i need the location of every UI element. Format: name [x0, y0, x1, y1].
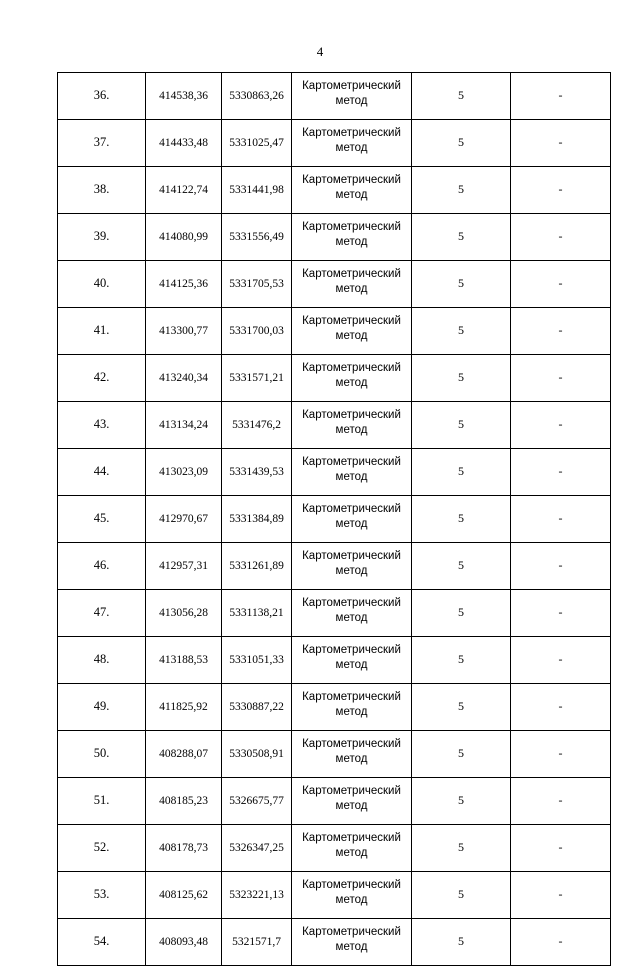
- point-number-cell: 45.: [58, 496, 146, 543]
- point-number-cell: 49.: [58, 684, 146, 731]
- point-number-cell: 37.: [58, 120, 146, 167]
- method-cell: [292, 637, 412, 684]
- point-number-cell: 53.: [58, 872, 146, 919]
- accuracy-cell: 5: [412, 449, 511, 496]
- table-row: [58, 402, 611, 449]
- method-line-2: метод: [335, 705, 368, 718]
- note-cell: -: [511, 496, 611, 543]
- method-line-2: метод: [335, 94, 368, 107]
- page-number: 4: [316, 44, 324, 59]
- x-coordinate-cell: 408093,48: [146, 919, 222, 966]
- x-coordinate-cell: 408125,62: [146, 872, 222, 919]
- x-coordinate-cell: 414125,36: [146, 261, 222, 308]
- table-row: [58, 355, 611, 402]
- x-coordinate-cell: 413188,53: [146, 637, 222, 684]
- point-number-cell: 39.: [58, 214, 146, 261]
- y-coordinate-cell: 5331705,53: [222, 261, 292, 308]
- method-line-2: метод: [335, 188, 368, 201]
- method-cell: [292, 214, 412, 261]
- accuracy-cell: 5: [412, 919, 511, 966]
- note-cell: -: [511, 825, 611, 872]
- note-cell: -: [511, 449, 611, 496]
- note-cell: -: [511, 167, 611, 214]
- x-coordinate-cell: 412970,67: [146, 496, 222, 543]
- method-line-1: Картометрический: [302, 503, 401, 515]
- method-cell: [292, 73, 412, 120]
- method-line-2: метод: [335, 282, 368, 295]
- y-coordinate-cell: 5331571,21: [222, 355, 292, 402]
- note-cell: -: [511, 590, 611, 637]
- method-cell: [292, 120, 412, 167]
- method-line-1: Картометрический: [302, 456, 401, 468]
- table-row: [58, 825, 611, 872]
- point-number-cell: 50.: [58, 731, 146, 778]
- coordinates-table: [57, 72, 611, 966]
- y-coordinate-cell: 5331556,49: [222, 214, 292, 261]
- y-coordinate-cell: 5326675,77: [222, 778, 292, 825]
- point-number-cell: 42.: [58, 355, 146, 402]
- table-row: [58, 308, 611, 355]
- point-number-cell: 54.: [58, 919, 146, 966]
- note-cell: -: [511, 261, 611, 308]
- y-coordinate-cell: 5331439,53: [222, 449, 292, 496]
- method-line-1: Картометрический: [302, 127, 401, 139]
- table-row: [58, 590, 611, 637]
- table-row: [58, 684, 611, 731]
- table-row: [58, 919, 611, 966]
- y-coordinate-cell: 5331441,98: [222, 167, 292, 214]
- accuracy-cell: 5: [412, 731, 511, 778]
- table-row: [58, 496, 611, 543]
- coordinates-table-body: [58, 73, 611, 966]
- y-coordinate-cell: 5331051,33: [222, 637, 292, 684]
- y-coordinate-cell: 5321571,7: [222, 919, 292, 966]
- accuracy-cell: 5: [412, 402, 511, 449]
- method-line-2: метод: [335, 564, 368, 577]
- table-row: [58, 637, 611, 684]
- method-cell: [292, 872, 412, 919]
- x-coordinate-cell: 413056,28: [146, 590, 222, 637]
- point-number-cell: 43.: [58, 402, 146, 449]
- x-coordinate-cell: 413134,24: [146, 402, 222, 449]
- point-number-cell: 47.: [58, 590, 146, 637]
- method-line-1: Картометрический: [302, 362, 401, 374]
- note-cell: -: [511, 308, 611, 355]
- y-coordinate-cell: 5331261,89: [222, 543, 292, 590]
- method-cell: [292, 731, 412, 778]
- note-cell: -: [511, 543, 611, 590]
- method-cell: [292, 778, 412, 825]
- method-line-2: метод: [335, 376, 368, 389]
- method-cell: [292, 496, 412, 543]
- method-line-1: Картометрический: [302, 550, 401, 562]
- table-row: [58, 167, 611, 214]
- note-cell: -: [511, 684, 611, 731]
- method-line-1: Картометрический: [302, 409, 401, 421]
- y-coordinate-cell: 5331138,21: [222, 590, 292, 637]
- method-cell: [292, 684, 412, 731]
- note-cell: -: [511, 402, 611, 449]
- note-cell: -: [511, 73, 611, 120]
- method-cell: [292, 355, 412, 402]
- method-line-2: метод: [335, 893, 368, 906]
- point-number-cell: 52.: [58, 825, 146, 872]
- y-coordinate-cell: 5331476,2: [222, 402, 292, 449]
- method-line-1: Картометрический: [302, 268, 401, 280]
- x-coordinate-cell: 414122,74: [146, 167, 222, 214]
- x-coordinate-cell: 411825,92: [146, 684, 222, 731]
- table-row: [58, 261, 611, 308]
- method-line-2: метод: [335, 423, 368, 436]
- point-number-cell: 48.: [58, 637, 146, 684]
- x-coordinate-cell: 408288,07: [146, 731, 222, 778]
- x-coordinate-cell: 414433,48: [146, 120, 222, 167]
- table-row: [58, 872, 611, 919]
- note-cell: -: [511, 731, 611, 778]
- method-line-1: Картометрический: [302, 644, 401, 656]
- note-cell: -: [511, 355, 611, 402]
- table-row: [58, 778, 611, 825]
- method-line-1: Картометрический: [302, 832, 401, 844]
- method-line-2: метод: [335, 846, 368, 859]
- method-line-2: метод: [335, 470, 368, 483]
- method-line-1: Картометрический: [302, 926, 401, 938]
- x-coordinate-cell: 414538,36: [146, 73, 222, 120]
- x-coordinate-cell: 413240,34: [146, 355, 222, 402]
- method-line-2: метод: [335, 517, 368, 530]
- accuracy-cell: 5: [412, 684, 511, 731]
- x-coordinate-cell: 414080,99: [146, 214, 222, 261]
- accuracy-cell: 5: [412, 214, 511, 261]
- method-cell: [292, 825, 412, 872]
- point-number-cell: 51.: [58, 778, 146, 825]
- method-line-1: Картометрический: [302, 597, 401, 609]
- accuracy-cell: 5: [412, 496, 511, 543]
- accuracy-cell: 5: [412, 590, 511, 637]
- accuracy-cell: 5: [412, 120, 511, 167]
- y-coordinate-cell: 5330508,91: [222, 731, 292, 778]
- x-coordinate-cell: 412957,31: [146, 543, 222, 590]
- point-number-cell: 38.: [58, 167, 146, 214]
- accuracy-cell: 5: [412, 825, 511, 872]
- point-number-cell: 46.: [58, 543, 146, 590]
- method-cell: [292, 919, 412, 966]
- point-number-cell: 40.: [58, 261, 146, 308]
- method-cell: [292, 402, 412, 449]
- table-row: [58, 449, 611, 496]
- method-line-2: метод: [335, 799, 368, 812]
- method-line-2: метод: [335, 752, 368, 765]
- method-line-2: метод: [335, 235, 368, 248]
- accuracy-cell: 5: [412, 308, 511, 355]
- table-row: [58, 543, 611, 590]
- note-cell: -: [511, 919, 611, 966]
- method-line-1: Картометрический: [302, 80, 401, 92]
- accuracy-cell: 5: [412, 872, 511, 919]
- y-coordinate-cell: 5330863,26: [222, 73, 292, 120]
- y-coordinate-cell: 5326347,25: [222, 825, 292, 872]
- method-line-1: Картометрический: [302, 691, 401, 703]
- accuracy-cell: 5: [412, 778, 511, 825]
- y-coordinate-cell: 5331700,03: [222, 308, 292, 355]
- method-line-1: Картометрический: [302, 879, 401, 891]
- table-row: [58, 120, 611, 167]
- method-cell: [292, 261, 412, 308]
- table-row: [58, 73, 611, 120]
- accuracy-cell: 5: [412, 637, 511, 684]
- method-line-2: метод: [335, 940, 368, 953]
- x-coordinate-cell: 413300,77: [146, 308, 222, 355]
- point-number-cell: 41.: [58, 308, 146, 355]
- note-cell: -: [511, 778, 611, 825]
- method-line-2: метод: [335, 611, 368, 624]
- method-line-1: Картометрический: [302, 221, 401, 233]
- note-cell: -: [511, 872, 611, 919]
- note-cell: -: [511, 214, 611, 261]
- method-line-1: Картометрический: [302, 315, 401, 327]
- accuracy-cell: 5: [412, 73, 511, 120]
- method-cell: [292, 449, 412, 496]
- y-coordinate-cell: 5323221,13: [222, 872, 292, 919]
- y-coordinate-cell: 5331025,47: [222, 120, 292, 167]
- accuracy-cell: 5: [412, 261, 511, 308]
- note-cell: -: [511, 120, 611, 167]
- point-number-cell: 44.: [58, 449, 146, 496]
- y-coordinate-cell: 5330887,22: [222, 684, 292, 731]
- table-row: [58, 214, 611, 261]
- method-cell: [292, 308, 412, 355]
- note-cell: -: [511, 637, 611, 684]
- x-coordinate-cell: 408185,23: [146, 778, 222, 825]
- x-coordinate-cell: 408178,73: [146, 825, 222, 872]
- method-line-2: метод: [335, 141, 368, 154]
- point-number-cell: 36.: [58, 73, 146, 120]
- accuracy-cell: 5: [412, 543, 511, 590]
- method-line-1: Картометрический: [302, 785, 401, 797]
- method-line-1: Картометрический: [302, 174, 401, 186]
- method-cell: [292, 590, 412, 637]
- method-line-2: метод: [335, 329, 368, 342]
- x-coordinate-cell: 413023,09: [146, 449, 222, 496]
- method-line-1: Картометрический: [302, 738, 401, 750]
- method-cell: [292, 543, 412, 590]
- accuracy-cell: 5: [412, 167, 511, 214]
- method-line-2: метод: [335, 658, 368, 671]
- method-cell: [292, 167, 412, 214]
- accuracy-cell: 5: [412, 355, 511, 402]
- table-row: [58, 731, 611, 778]
- y-coordinate-cell: 5331384,89: [222, 496, 292, 543]
